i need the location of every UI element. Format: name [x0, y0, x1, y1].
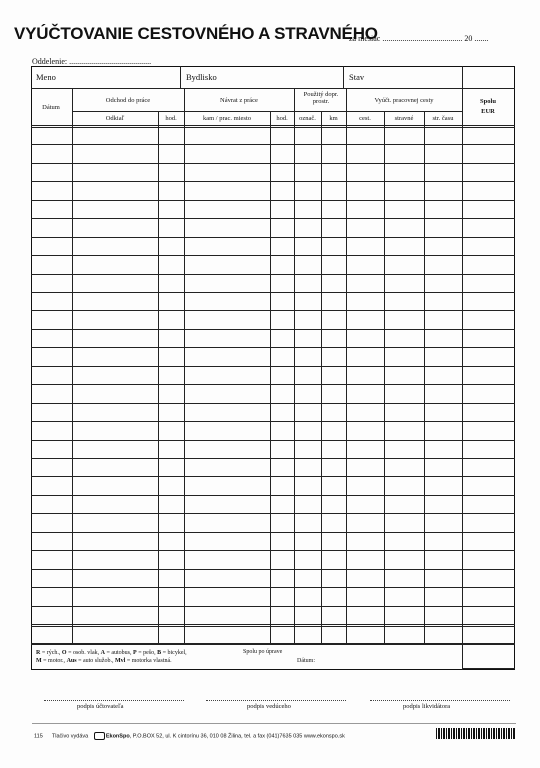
- table-row-line: [31, 274, 515, 275]
- ekonspo-logo-icon: [94, 732, 105, 740]
- table-row-line: [31, 606, 515, 607]
- col-travel: cest.: [359, 115, 371, 122]
- table-row-line: [31, 144, 515, 145]
- total-after-review-label: Spolu po úprave: [243, 649, 283, 655]
- col-hour1: hod.: [165, 115, 177, 122]
- table-row-line: [31, 550, 515, 551]
- table-row-line: [31, 200, 515, 201]
- date-label: Dátum:: [297, 658, 315, 664]
- table-row-line: [31, 255, 515, 256]
- table-row-line: [31, 421, 515, 422]
- table-row-line: [31, 532, 515, 533]
- table-row-line: [31, 458, 515, 459]
- table-row-line: [31, 329, 515, 330]
- signature-label-manager: podpis vedúceho: [247, 703, 291, 710]
- info-separator: [180, 66, 181, 88]
- table-row-line: [31, 476, 515, 477]
- table-row-line: [31, 384, 515, 385]
- col-meals: stravné: [394, 115, 414, 122]
- publisher-label: Tlačivo vydáva: [51, 733, 89, 740]
- col-time: str. času: [432, 115, 454, 122]
- name-label: Meno: [36, 72, 56, 82]
- signature-label-accountant: podpis účtovateľa: [77, 703, 124, 710]
- table-row-line: [31, 440, 515, 441]
- column-separator: [462, 88, 463, 643]
- col-currency: EUR: [481, 108, 495, 115]
- col-transport: Použitý dopr. prostr.: [303, 91, 339, 105]
- info-separator: [343, 66, 344, 88]
- col-return: Návrat z práce: [220, 97, 258, 104]
- col-hour2: hod.: [276, 115, 288, 122]
- table-row-line: [31, 218, 515, 219]
- brand-name: EkonSpo: [105, 733, 130, 740]
- publisher-address: , P.O.BOX 52, ul. K cintorínu 36, 010 08 Žilina, tel. a fax (041)7635 035 www.ekonspo.sk: [129, 733, 345, 740]
- table-row-line: [31, 310, 515, 311]
- total-box-bottom: [462, 668, 515, 669]
- footer-divider: [32, 723, 516, 724]
- footer: [34, 732, 345, 740]
- table-row-line: [31, 163, 515, 164]
- column-separator: [424, 111, 425, 643]
- col-where: kam / prac. miesto: [202, 115, 251, 122]
- table-row-line: [31, 569, 515, 570]
- column-separator: [72, 88, 73, 643]
- col-date: Dátum: [42, 104, 60, 111]
- table-row-line: [31, 347, 515, 348]
- table-row-line: [31, 292, 515, 293]
- header-divider: [31, 88, 515, 89]
- barcode-icon: [436, 728, 516, 739]
- column-separator: [346, 88, 347, 643]
- col-from: Odkiaľ: [105, 115, 125, 122]
- month-field[interactable]: za mesiac ........................................ 20 .......: [349, 34, 489, 43]
- column-separator: [184, 88, 185, 643]
- form-table: [31, 66, 515, 670]
- address-label: Bydlisko: [186, 72, 217, 82]
- column-separator: [384, 111, 385, 643]
- legend-line-2: M = motor., Aus = auto služob., Mvl = motorka vlastná.: [36, 658, 172, 664]
- totals-row-line: [31, 643, 515, 645]
- column-separator: [321, 111, 322, 643]
- transport-legend: [36, 649, 187, 665]
- table-row-line: [31, 624, 515, 625]
- col-mark: označ.: [299, 115, 316, 122]
- signature-line-manager[interactable]: [206, 700, 346, 701]
- col-km: km: [329, 115, 338, 122]
- table-row-line: [31, 237, 515, 238]
- info-separator: [462, 66, 463, 88]
- signature-line-liquidator[interactable]: [370, 700, 510, 701]
- table-row-line: [31, 587, 515, 588]
- column-separator: [294, 88, 295, 643]
- table-row-line: [31, 626, 515, 627]
- subheader-divider: [72, 111, 462, 112]
- status-label: Stav: [349, 72, 365, 82]
- table-row-line: [31, 403, 515, 404]
- col-billing: Vyúčt. pracovnej cesty: [374, 97, 434, 104]
- department-field[interactable]: Oddelenie: .........................................: [32, 57, 152, 66]
- header-bottom-divider-2: [31, 127, 515, 128]
- table-row-line: [31, 366, 515, 367]
- form-number: 115: [34, 733, 43, 740]
- table-row-line: [31, 181, 515, 182]
- column-separator: [158, 111, 159, 643]
- form-title: VYÚČTOVANIE CESTOVNÉHO A STRAVNÉHO: [14, 24, 378, 43]
- table-row-line: [31, 513, 515, 514]
- signature-line-accountant[interactable]: [44, 700, 184, 701]
- legend-line-1: R = rých., O = osob. vlak, A = autobus, P = pešo, B = bicykel,: [36, 650, 187, 656]
- col-total: Spolu: [480, 98, 496, 105]
- total-box-edge: [462, 643, 463, 670]
- table-row-line: [31, 495, 515, 496]
- col-departure: Odchod do práce: [105, 97, 151, 104]
- column-separator: [270, 111, 271, 643]
- signature-label-liquidator: podpis likvidátora: [403, 703, 451, 710]
